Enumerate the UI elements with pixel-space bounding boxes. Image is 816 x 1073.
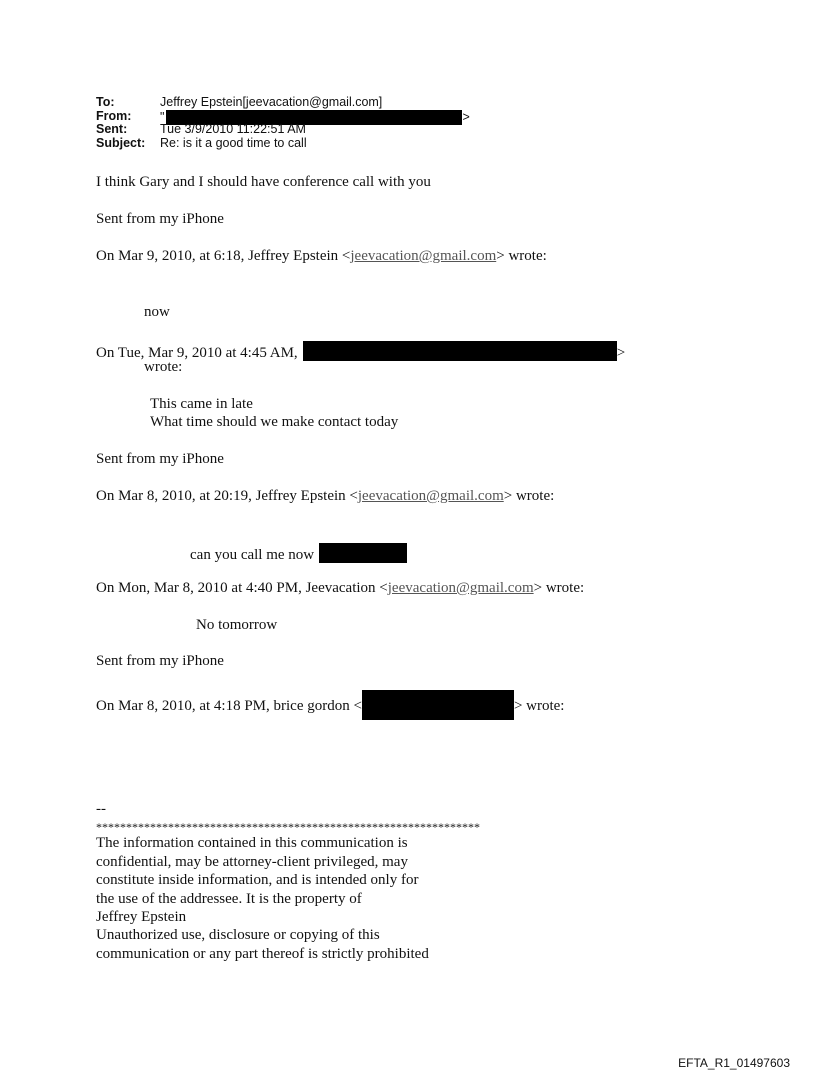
sent-label: Sent: [96, 122, 128, 136]
from-open-quote: " [160, 109, 165, 124]
from-value [160, 110, 470, 124]
quote-prefix: On Mar 8, 2010, at 20:19, Jeffrey Epstein < [96, 488, 358, 504]
email-link[interactable]: jeevacation@gmail.com [387, 580, 534, 596]
document-id: EFTA_R1_01497603 [678, 1056, 790, 1070]
signature: Sent from my iPhone [96, 451, 224, 467]
email-link[interactable]: jeevacation@gmail.com [350, 248, 497, 264]
subject-label: Subject: [96, 135, 146, 150]
message-line: This came in late [150, 396, 253, 412]
quote-suffix: > wrote: [513, 698, 565, 714]
from-row [96, 110, 470, 124]
quote-header [96, 248, 547, 265]
from-close-bracket: > [462, 109, 470, 124]
disclaimer-line: constitute inside information, and is intended only for [96, 872, 419, 889]
disclaimer-line: Jeffrey Epstein [96, 909, 187, 926]
quote-wrote: wrote: [144, 359, 183, 375]
disclaimer [96, 800, 480, 963]
quote-suffix: > wrote: [503, 488, 555, 504]
disclaimer-line: communication or any part thereof is strictly prohibited [96, 945, 429, 962]
disclaimer-line: Unauthorized use, disclosure or copying of this [96, 927, 380, 944]
signature: Sent from my iPhone [96, 653, 224, 669]
quote-suffix: > wrote: [496, 248, 547, 264]
message-line: What time should we make contact today [150, 414, 399, 430]
redaction-box [303, 341, 617, 361]
redaction-box [362, 690, 514, 720]
disclaimer-line: confidential, may be attorney-client privileged, may [96, 853, 408, 870]
quote-suffix: > wrote: [533, 580, 585, 596]
email-link[interactable]: jeevacation@gmail.com [357, 488, 504, 504]
quote-prefix: On Mar 9, 2010, at 6:18, Jeffrey Epstein < [96, 248, 351, 264]
quote-close-bracket: > [616, 345, 626, 361]
to-value: Jeffrey Epstein[jeevacation@gmail.com] [160, 95, 383, 109]
redaction-box [319, 543, 407, 563]
quote-prefix: On Mar 8, 2010, at 4:18 PM, brice gordon < [96, 698, 362, 714]
body-line: I think Gary and I should have conference call with you [96, 174, 431, 190]
disclaimer-line: The information contained in this communication is [96, 835, 408, 852]
to-label: To: [96, 95, 115, 109]
message-line: No tomorrow [196, 617, 278, 633]
signature: Sent from my iPhone [96, 211, 224, 227]
from-label: From: [96, 108, 132, 123]
disclaimer-dashes: -- [96, 801, 106, 817]
to-row [96, 96, 470, 110]
quote-header [96, 690, 564, 720]
reply-text: now [144, 304, 170, 320]
message-line [190, 543, 407, 564]
disclaimer-stars: **************************************************************** [96, 820, 480, 835]
email-header [96, 96, 470, 150]
quote-prefix: On Tue, Mar 9, 2010 at 4:45 AM, [96, 345, 298, 361]
call-text: can you call me now [190, 547, 315, 563]
quote-prefix: On Mon, Mar 8, 2010 at 4:40 PM, Jeevacation < [96, 580, 388, 596]
subject-row [96, 137, 470, 151]
subject-value: Re: is it a good time to call [160, 135, 307, 150]
disclaimer-line: the use of the addressee. It is the property of [96, 890, 362, 907]
quote-header [96, 580, 584, 597]
sent-row [96, 123, 470, 137]
quote-header [96, 488, 554, 505]
sent-value: Tue 3/9/2010 11:22:51 AM [160, 122, 306, 136]
